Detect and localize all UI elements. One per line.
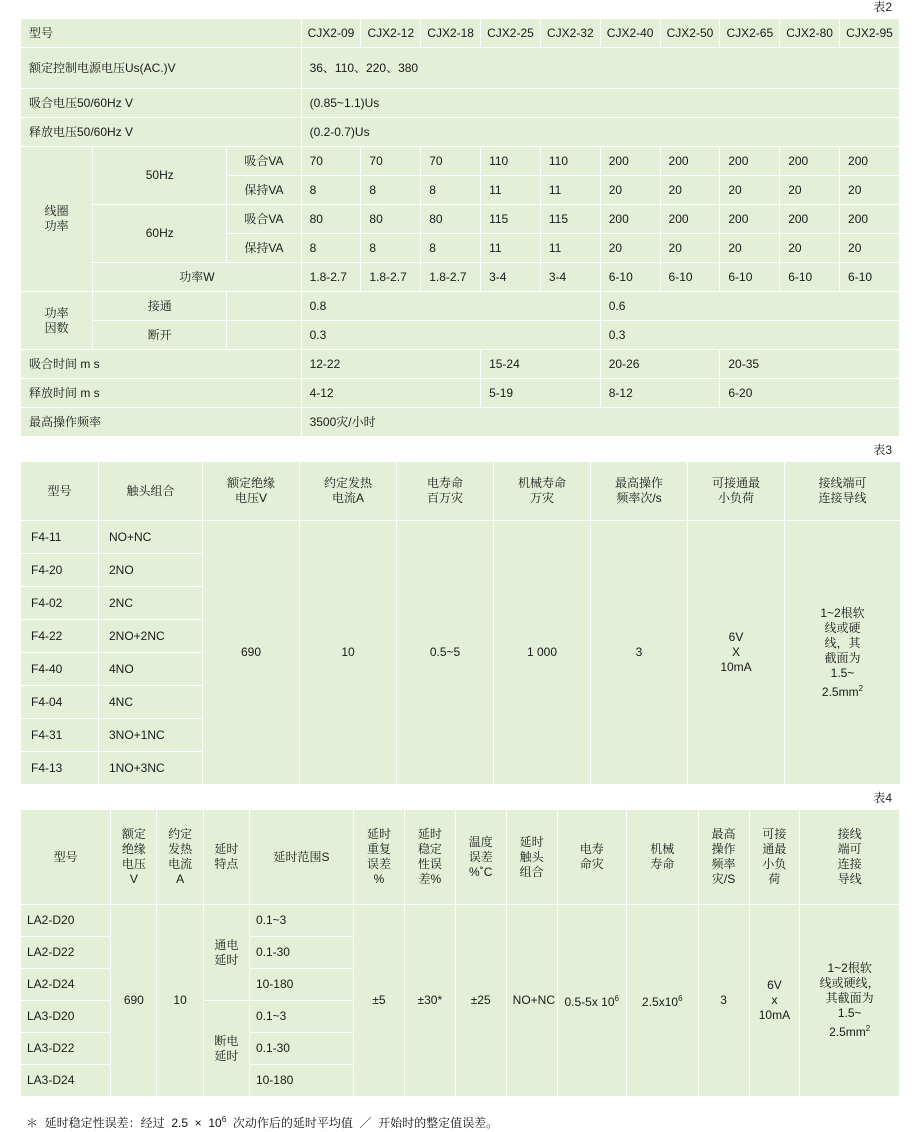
table3-caption: 表3 <box>873 443 892 457</box>
table2-row-release-time <box>21 379 900 408</box>
table2-release-time-0: 4-12 <box>301 379 480 408</box>
table2-model-2: CJX2-18 <box>421 19 481 48</box>
table2-pf-close-v1: 0.8 <box>301 292 600 321</box>
table4-model-5: LA3-D24 <box>21 1065 111 1097</box>
table2-power-w-9: 6-10 <box>840 263 900 292</box>
table3-wire: 1~2根软 线或硬 线，其 截面为 1.5~ $2.5mm^2$ <box>785 521 901 785</box>
table2-row-pf-open <box>21 321 900 350</box>
table4-repeat-error: ±5 <box>354 905 405 1097</box>
table2-50hz-pickup-6: 200 <box>660 147 720 176</box>
table2-50hz-hold-0: 8 <box>301 176 361 205</box>
table2-50hz-hold-6: 20 <box>660 176 720 205</box>
table3-combo-2: 2NC <box>99 587 203 620</box>
table2 <box>20 18 900 437</box>
table4-max-frequency: 3 <box>698 905 749 1097</box>
table2-60hz-hold-7: 20 <box>720 234 780 263</box>
table2-power-w-7: 6-10 <box>720 263 780 292</box>
table2-50hz-pickup-1: 70 <box>361 147 421 176</box>
table3 <box>20 461 901 785</box>
table2-power-w-5: 6-10 <box>600 263 660 292</box>
table2-60hz-hold-8: 20 <box>780 234 840 263</box>
table2-60hz-hold-0: 8 <box>301 234 361 263</box>
table3-header-1-text: 触头组合 <box>126 483 175 498</box>
table4-header-7: 温度 误差 %˚C <box>455 810 506 905</box>
table2-label-50hz: 50Hz <box>93 147 227 205</box>
table4-header-4-text: 延时范围S <box>273 849 330 864</box>
table4-range-3: 0.1~3 <box>249 1001 353 1033</box>
table2-50hz-pickup-4: 110 <box>540 147 600 176</box>
table2-60hz-pickup-0: 80 <box>301 205 361 234</box>
table2-pickup-time-2: 20-26 <box>600 350 720 379</box>
table2-label-release-voltage: 释放电压50/60Hz V <box>21 118 302 147</box>
table2-model-6: CJX2-50 <box>660 19 720 48</box>
table2-50hz-pickup-5: 200 <box>600 147 660 176</box>
table2-model-3: CJX2-25 <box>481 19 541 48</box>
table2-60hz-pickup-6: 200 <box>660 205 720 234</box>
table2-label-50hz-hold-va: 保持VA <box>227 176 301 205</box>
table2-60hz-hold-5: 20 <box>600 234 660 263</box>
table4-range-1: 0.1-30 <box>249 937 353 969</box>
table2-row-rated-voltage <box>21 48 900 89</box>
table2-label-rated-voltage: 额定控制电源电压Us(AC.)V <box>21 48 302 89</box>
table4-thermal-current: 10 <box>157 905 203 1097</box>
table2-60hz-pickup-3: 115 <box>481 205 541 234</box>
table2-row-coil-50hz-pickup <box>21 147 900 176</box>
table3-model-7: F4-13 <box>21 752 99 785</box>
table2-60hz-hold-3: 11 <box>481 234 541 263</box>
table2-power-w-3: 3-4 <box>481 263 541 292</box>
table4-range-0: 0.1~3 <box>249 905 353 937</box>
table3-combo-6: 3NO+1NC <box>99 719 203 752</box>
table4-header-9: 电寿 命灾 <box>557 810 626 905</box>
table2-pickup-time-1: 15-24 <box>481 350 601 379</box>
table3-min-load: 6V X 10mA <box>688 521 785 785</box>
footnote: ＊ 延时稳定性误差：经过 $2.5 \times 10^6$ 次动作后的延时平均值 ／ 开始时的整定值误差。 <box>26 1115 499 1130</box>
table4-mechanical-life: $2.5x10^6$ <box>626 905 698 1097</box>
table4-header-row <box>21 810 900 905</box>
table4-header-6: 延时 稳定 性误 差% <box>404 810 455 905</box>
table2-pf-open-v2: 0.3 <box>600 321 899 350</box>
table3-header-0-text: 型号 <box>47 483 72 498</box>
table4-electrical-life: 0.5-5x $10^6$ <box>557 905 626 1097</box>
table2-60hz-hold-9: 20 <box>840 234 900 263</box>
table3-combo-3: 2NO+2NC <box>99 620 203 653</box>
table3-model-5: F4-04 <box>21 686 99 719</box>
table2-power-w-1: 1.8-2.7 <box>361 263 421 292</box>
table2-row-pf-close <box>21 292 900 321</box>
table4-model-3: LA3-D20 <box>21 1001 111 1033</box>
table4-header-0 <box>21 810 111 905</box>
table4-header-13: 接线 端可 连接 导线 <box>800 810 900 905</box>
table3-header-6: 最高操作 频率次/s <box>591 462 688 521</box>
table3-header-3: 约定发热 电流A <box>300 462 397 521</box>
table3-combo-7: 1NO+3NC <box>99 752 203 785</box>
table2-60hz-hold-4: 11 <box>540 234 600 263</box>
table2-model-9: CJX2-95 <box>840 19 900 48</box>
table2-release-time-1: 5-19 <box>481 379 601 408</box>
table2-pf-open-v1: 0.3 <box>301 321 600 350</box>
table4-contact-combo: NO+NC <box>506 905 557 1097</box>
table2-pf-close-spacer <box>227 292 301 321</box>
table4-model-1: LA2-D22 <box>21 937 111 969</box>
table3-combo-1: 2NO <box>99 554 203 587</box>
table2-60hz-pickup-1: 80 <box>361 205 421 234</box>
table2-50hz-hold-7: 20 <box>720 176 780 205</box>
table4-range-2: 10-180 <box>249 969 353 1001</box>
table2-label-60hz: 60Hz <box>93 205 227 263</box>
table3-mechanical-life: 1 000 <box>494 521 591 785</box>
table2-60hz-pickup-4: 115 <box>540 205 600 234</box>
table4-header-0-text: 型号 <box>53 849 78 864</box>
table4-header-10: 机械 寿命 <box>626 810 698 905</box>
table2-50hz-pickup-8: 200 <box>780 147 840 176</box>
table4-header-5: 延时 重复 误差 % <box>354 810 405 905</box>
table2-60hz-pickup-5: 200 <box>600 205 660 234</box>
table4-range-5: 10-180 <box>249 1065 353 1097</box>
table2-50hz-pickup-0: 70 <box>301 147 361 176</box>
table2-power-w-0: 1.8-2.7 <box>301 263 361 292</box>
table4-wire: 1~2根软 线或硬线， 其截面为 1.5~ $2.5mm^2$ <box>800 905 900 1097</box>
table4-model-2: LA2-D24 <box>21 969 111 1001</box>
table2-50hz-pickup-3: 110 <box>481 147 541 176</box>
table2-header-row <box>21 19 900 48</box>
table2-60hz-hold-6: 20 <box>660 234 720 263</box>
table2-50hz-hold-8: 20 <box>780 176 840 205</box>
table-row <box>21 905 900 937</box>
table4 <box>20 809 900 1097</box>
table3-model-4: F4-40 <box>21 653 99 686</box>
table2-label-pf-open: 断开 <box>93 321 227 350</box>
table4-model-0: LA2-D20 <box>21 905 111 937</box>
table4-model-4: LA3-D22 <box>21 1033 111 1065</box>
table2-label-50hz-pickup-va: 吸合VA <box>227 147 301 176</box>
table2-50hz-hold-5: 20 <box>600 176 660 205</box>
table4-range-4: 0.1-30 <box>249 1033 353 1065</box>
table2-power-w-2: 1.8-2.7 <box>421 263 481 292</box>
table2-label-60hz-hold-va: 保持VA <box>227 234 301 263</box>
table2-label-coil-power: 线圈 功率 <box>21 147 93 292</box>
table3-header-8: 接线端可 连接导线 <box>785 462 901 521</box>
table2-value-pickup-voltage: (0.85~1.1)Us <box>301 89 899 118</box>
table3-max-frequency: 3 <box>591 521 688 785</box>
table2-row-power-w <box>21 263 900 292</box>
table2-label-60hz-pickup-va: 吸合VA <box>227 205 301 234</box>
table4-header-8: 延时 触头 组合 <box>506 810 557 905</box>
table2-row-pickup-voltage <box>21 89 900 118</box>
table3-model-0: F4-11 <box>21 521 99 554</box>
table2-pickup-time-0: 12-22 <box>301 350 480 379</box>
table3-header-row <box>21 462 901 521</box>
table2-60hz-hold-2: 8 <box>421 234 481 263</box>
table4-header-2: 约定 发热 电流 A <box>157 810 203 905</box>
table4-delay-type-off: 断电 延时 <box>203 1001 249 1097</box>
table2-60hz-pickup-8: 200 <box>780 205 840 234</box>
table2-power-w-8: 6-10 <box>780 263 840 292</box>
table4-insulation-voltage: 690 <box>111 905 157 1097</box>
table2-model-1: CJX2-12 <box>361 19 421 48</box>
table2-row-pickup-time <box>21 350 900 379</box>
table2-release-time-3: 6-20 <box>720 379 900 408</box>
table2-50hz-hold-2: 8 <box>421 176 481 205</box>
table2-50hz-pickup-7: 200 <box>720 147 780 176</box>
table2-60hz-pickup-2: 80 <box>421 205 481 234</box>
table2-pf-open-spacer <box>227 321 301 350</box>
table2-pf-close-v2: 0.6 <box>600 292 899 321</box>
table4-header-3: 延时 特点 <box>203 810 249 905</box>
table4-delay-type-on: 通电 延时 <box>203 905 249 1001</box>
table-row <box>21 521 901 554</box>
table3-model-6: F4-31 <box>21 719 99 752</box>
table2-label-release-time: 释放时间 m s <box>21 379 302 408</box>
table2-50hz-hold-1: 8 <box>361 176 421 205</box>
table3-header-1 <box>99 462 203 521</box>
table2-label-power-w: 功率W <box>93 263 301 292</box>
table4-header-4 <box>249 810 353 905</box>
table3-header-5: 机械寿命 万灾 <box>494 462 591 521</box>
table2-label-pickup-voltage: 吸合电压50/60Hz V <box>21 89 302 118</box>
table2-row-60hz-pickup <box>21 205 900 234</box>
table2-60hz-pickup-7: 200 <box>720 205 780 234</box>
table2-power-w-4: 3-4 <box>540 263 600 292</box>
table3-model-2: F4-02 <box>21 587 99 620</box>
table4-header-11: 最高 操作 频率 灾/S <box>698 810 749 905</box>
table4-caption: 表4 <box>873 791 892 805</box>
table2-50hz-hold-9: 20 <box>840 176 900 205</box>
table3-insulation-voltage: 690 <box>203 521 300 785</box>
table2-power-w-6: 6-10 <box>660 263 720 292</box>
table3-thermal-current: 10 <box>300 521 397 785</box>
table2-50hz-pickup-2: 70 <box>421 147 481 176</box>
table2-label-pickup-time: 吸合时间 m s <box>21 350 302 379</box>
table2-label-power-factor: 功率 因数 <box>21 292 93 350</box>
table2-50hz-hold-4: 11 <box>540 176 600 205</box>
table4-min-load: 6V x 10mA <box>749 905 800 1097</box>
table2-50hz-pickup-9: 200 <box>840 147 900 176</box>
table2-header-label: 型号 <box>21 19 302 48</box>
table3-model-1: F4-20 <box>21 554 99 587</box>
table2-model-4: CJX2-32 <box>540 19 600 48</box>
table4-header-1: 额定 绝缘 电压 V <box>111 810 157 905</box>
table2-value-rated-voltage: 36、110、220、380 <box>301 48 899 89</box>
table2-50hz-hold-3: 11 <box>481 176 541 205</box>
table3-header-4: 电寿命 百万灾 <box>397 462 494 521</box>
table4-stability-error: ±30* <box>404 905 455 1097</box>
table3-header-7: 可接通最 小负荷 <box>688 462 785 521</box>
table4-temp-error: ±25 <box>455 905 506 1097</box>
table2-pickup-time-3: 20-35 <box>720 350 900 379</box>
table2-model-5: CJX2-40 <box>600 19 660 48</box>
table4-header-12: 可接 通最 小负 荷 <box>749 810 800 905</box>
table2-row-max-frequency <box>21 408 900 437</box>
table3-combo-5: 4NC <box>99 686 203 719</box>
table2-row-release-voltage <box>21 118 900 147</box>
table2-60hz-pickup-9: 200 <box>840 205 900 234</box>
table3-header-0 <box>21 462 99 521</box>
table3-model-3: F4-22 <box>21 620 99 653</box>
table2-model-7: CJX2-65 <box>720 19 780 48</box>
table2-model-8: CJX2-80 <box>780 19 840 48</box>
table2-label-pf-close: 接通 <box>93 292 227 321</box>
table2-value-max-frequency: 3500灾/小时 <box>301 408 899 437</box>
table3-combo-0: NO+NC <box>99 521 203 554</box>
table2-value-release-voltage: (0.2-0.7)Us <box>301 118 899 147</box>
table2-caption: 表2 <box>873 0 892 14</box>
table3-header-2: 额定绝缘 电压V <box>203 462 300 521</box>
table2-release-time-2: 8-12 <box>600 379 720 408</box>
table3-combo-4: 4NO <box>99 653 203 686</box>
table2-label-max-frequency: 最高操作频率 <box>21 408 302 437</box>
table3-electrical-life: 0.5~5 <box>397 521 494 785</box>
table2-model-0: CJX2-09 <box>301 19 361 48</box>
table2-60hz-hold-1: 8 <box>361 234 421 263</box>
